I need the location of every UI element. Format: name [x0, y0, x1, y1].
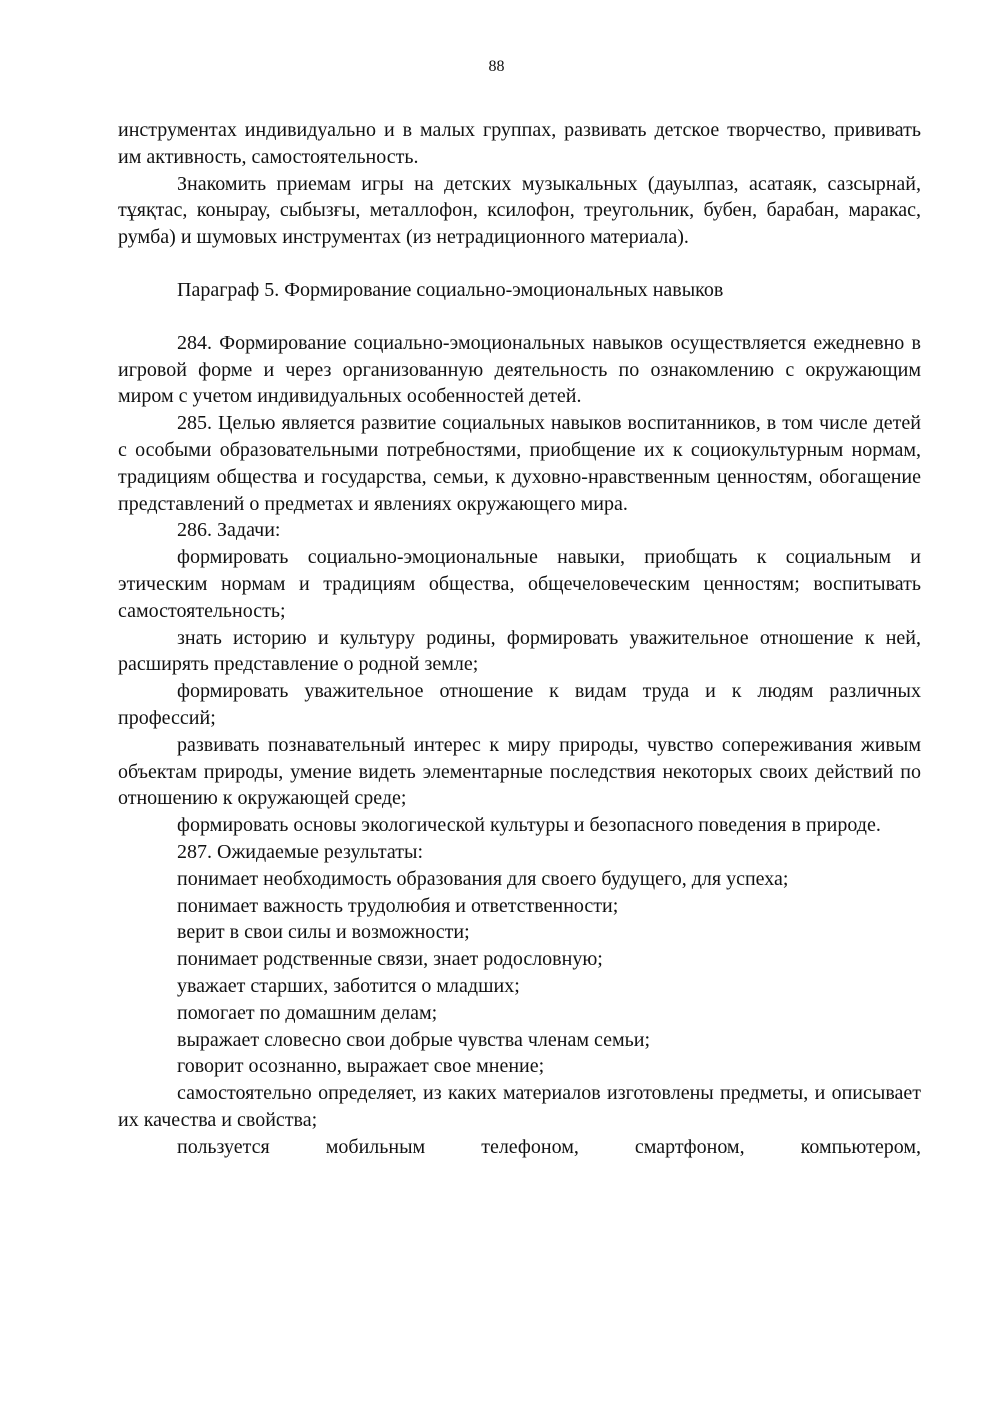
result-item: пользуется мобильным телефоном, смартфоном, компьютером,	[177, 1135, 921, 1158]
result-item: помогает по домашним делам;	[177, 1001, 438, 1024]
paragraph-287-title: 287. Ожидаемые результаты:	[177, 840, 424, 863]
paragraph-285: 285. Целью является развитие социальных навыков воспитанников, в том числе детей с особыми образовательными потребностями, приобщение их к социокультурным нормам, традициям общества и государства, семьи, к духовно-нравственным ценностям, обогащение представлений о предметах и явлениях окружающего мира.	[118, 412, 921, 515]
page-body	[118, 117, 921, 1160]
paragraph-284: 284. Формирование социально-эмоциональных навыков осуществляется ежедневно в игровой форме и через организованную деятельность по ознакомлению с окружающим миром с учетом индивидуальных особенностей детей.	[118, 331, 921, 408]
task-item: формировать социально-эмоциональные навыки, приобщать к социальным и этическим нормам и традициям общества, общечеловеческим ценностям; воспитывать самостоятельность;	[118, 546, 921, 622]
page-number: 88	[488, 58, 505, 75]
result-item: выражает словесно свои добрые чувства членам семьи;	[177, 1028, 651, 1051]
paragraph-continuation: инструментах индивидуально и в малых группах, развивать детское творчество, прививать им активность, самостоятельность.	[118, 119, 921, 168]
result-item: уважает старших, заботится о младших;	[177, 974, 520, 997]
task-item: знать историю и культуру родины, формировать уважительное отношение к ней, расширять представление о родной земле;	[118, 626, 921, 676]
result-item: говорит осознанно, выражает свое мнение;	[177, 1055, 545, 1078]
paragraph-286-title: 286. Задачи:	[177, 519, 281, 542]
result-item: самостоятельно определяет, из каких материалов изготовлены предметы, и описывает их качества и свойства;	[118, 1082, 921, 1131]
result-item: понимает важность трудолюбия и ответственности;	[177, 894, 619, 917]
result-item: понимает родственные связи, знает родословную;	[177, 948, 603, 971]
section-heading: Параграф 5. Формирование социально-эмоциональных навыков	[177, 278, 724, 301]
task-item: развивать познавательный интерес к миру природы, чувство сопереживания живым объектам природы, умение видеть элементарные последствия некоторых своих действий по отношению к окружающей среде;	[118, 733, 921, 810]
task-item: формировать основы экологической культуры и безопасного поведения в природе.	[177, 814, 881, 837]
task-item: формировать уважительное отношение к видам труда и к людям различных профессий;	[118, 680, 921, 729]
result-item: верит в свои силы и возможности;	[177, 921, 470, 944]
result-item: понимает необходимость образования для своего будущего, для успеха;	[177, 867, 789, 890]
paragraph-instruments: Знакомить приемам игры на детских музыкальных (дауылпаз, асатаяк, сазсырнай, тұяқтас, конырау, сыбызғы, металлофон, ксилофон, треугольник, бубен, барабан, маракас, румба) и шумовых инструментах (из нетрадиционного материала).	[118, 172, 921, 249]
